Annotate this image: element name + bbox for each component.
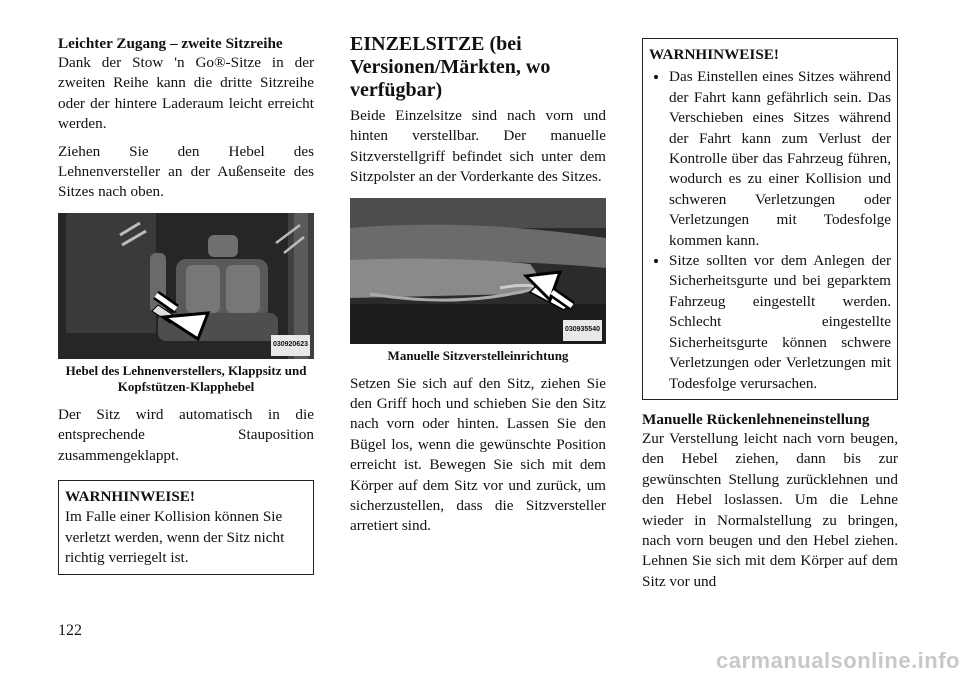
warning-title: WARNHINWEISE! [649, 46, 779, 63]
column-middle [350, 30, 606, 544]
figure-caption: Manuelle Sitzverstelleinrichtung [387, 347, 569, 363]
section-subheading: Leichter Zugang – zweite Sitzreihe [58, 35, 283, 52]
figure-caption: Hebel des Lehnenverstellers, Klappsitz und Kopfstützen-Klapphebel [65, 362, 307, 394]
paragraph: Setzen Sie sich auf den Sitz, ziehen Sie den Griff hoch und schieben Sie den Sitz nach vorn oder hinten. Lassen Sie den Bügel los, wenn die gewünschte Position erreicht ist. Bewegen Sie sich mit dem Körper auf dem Sitz vor und zurück, um sicherzustellen, dass die Sitzversteller arretiert sind. [350, 374, 606, 535]
watermark: carmanualsonline.info [716, 648, 960, 673]
paragraph: Dank der Stow 'n Go®-Sitze in der zweiten Reihe kann die dritte Sitzreihe oder der hintere Laderaum leicht erreicht werden. [58, 54, 314, 133]
warning-text: Im Falle einer Kollision können Sie verletzt werden, wenn der Sitz nicht richtig verriegelt ist. [65, 508, 285, 567]
paragraph: Der Sitz wird automatisch in die entsprechende Stauposition zusammengeklappt. [58, 405, 314, 464]
page-number: 122 [58, 622, 82, 639]
warning-title: WARNHINWEISE! [65, 488, 195, 506]
figure-code: 030935540 [563, 320, 602, 340]
figure-seat-lever [58, 213, 314, 359]
warning-item: • Sitze sollten vor dem Anlegen der Sicherheitsgurte und bei geparktem Fahrzeug eingestellt werden. Schlecht eingestellte Sicherheitsgurte können schwere Verletzungen oder Verletzungen mit Todesfolge verursachen. [669, 251, 891, 394]
column-right [642, 30, 898, 599]
section-subheading: Manuelle Rückenlehneneinstellung [642, 410, 870, 428]
section-heading: EINZELSITZE (bei Versionen/Märkten, wo verfügbar) [350, 33, 551, 101]
warning-box [58, 480, 314, 575]
column-left [58, 30, 314, 575]
paragraph: Zur Verstellung leicht nach vorn beugen, den Hebel ziehen, dann bis zur gewünschten Stellung zurücklehnen und den Hebel loslassen. Um die Lehne wieder in Normalstellung zu bringen, nach vorn beugen und den Hebel ziehen. Lehnen Sie sich mit dem Körper auf dem Sitz vor und [642, 429, 898, 590]
warning-item: • Das Einstellen eines Sitzes während der Fahrt kann gefährlich sein. Das Verschieben eines Sitzes während der Fahrt kann zum Verlust der Kontrolle über das Fahrzeug führen, wodurch es zu einer Kollision und schweren Verletzungen oder Verletzungen mit Todesfolge kommen kann. [669, 67, 891, 251]
paragraph: Beide Einzelsitze sind nach vorn und hinten verstellbar. Der manuelle Sitzverstellgriff befindet sich unter dem Sitzpolster an der Vorderkante des Sitzes. [350, 107, 606, 186]
figure-code: 030920623 [271, 335, 310, 355]
paragraph: Ziehen Sie den Hebel des Lehnenversteller an der Außenseite des Sitzes nach oben. [58, 142, 314, 201]
warning-list [649, 67, 891, 394]
figure-seat-adjuster [350, 198, 606, 344]
warning-box [642, 38, 898, 400]
